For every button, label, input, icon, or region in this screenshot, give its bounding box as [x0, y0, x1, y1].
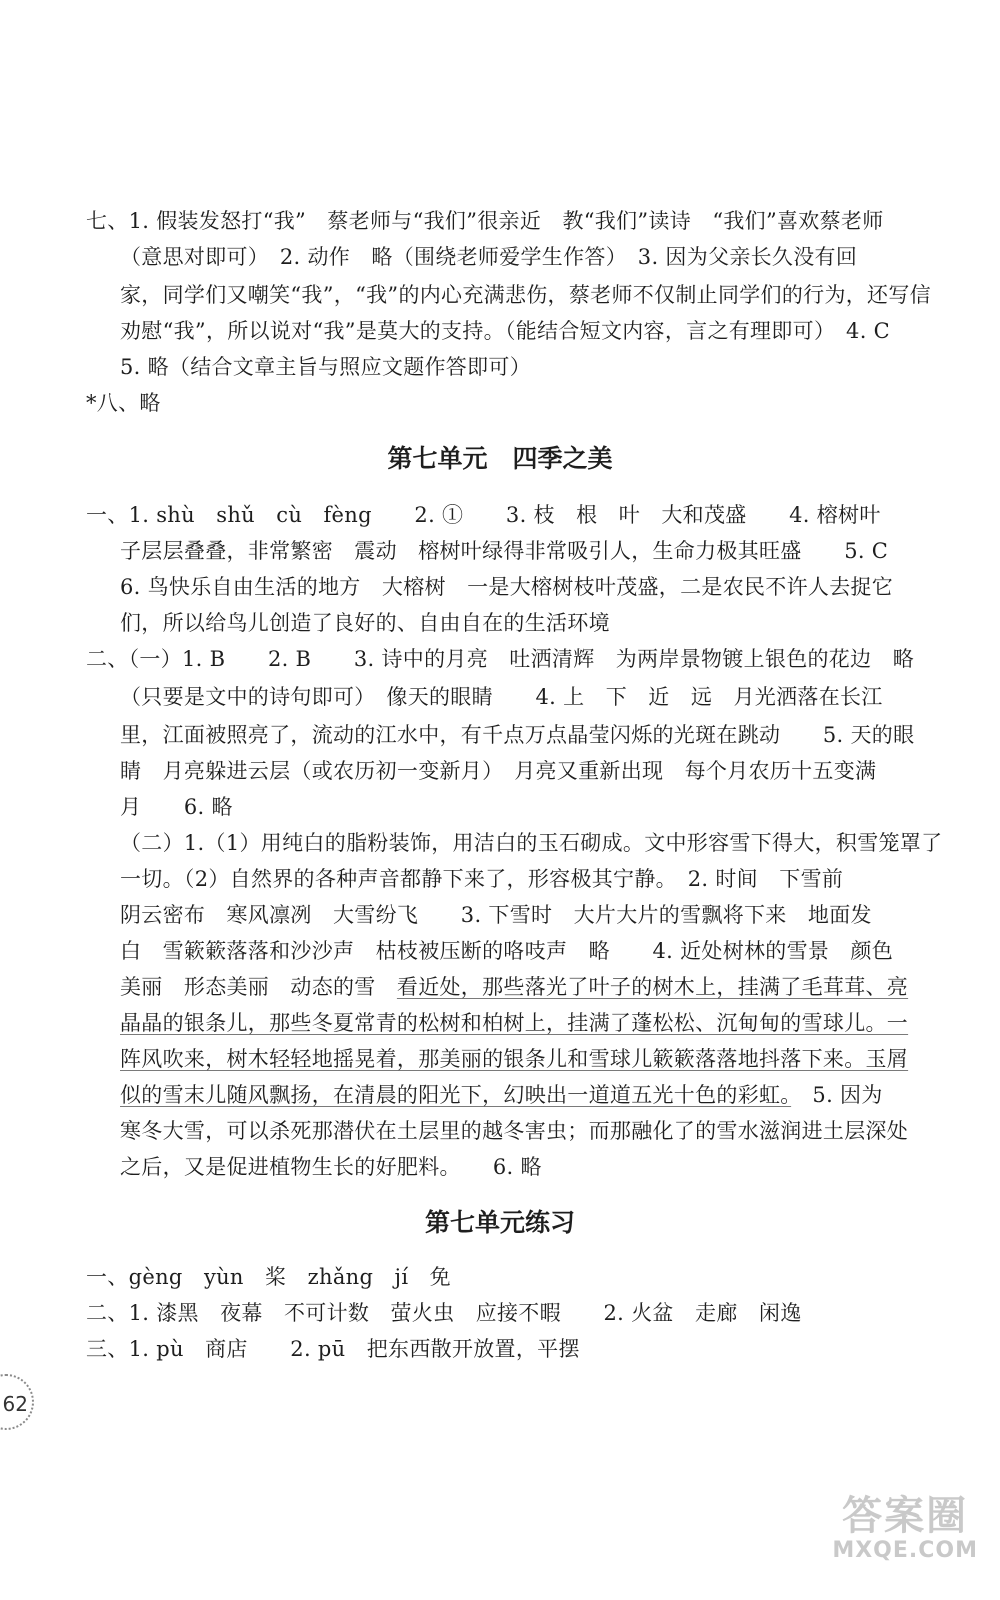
- unit7-s2b-line-4: 白 雪簌簌落落和沙沙声 枯枝被压断的咯吱声 略 4. 近处树林的雪景 颜色: [120, 939, 894, 963]
- unit7-s1-line-3: 6. 鸟快乐自由生活的地方 大榕树 一是大榕树枝叶茂盛，二是农民不许人去捉它: [120, 575, 894, 599]
- q8-answer-line: *八、略: [86, 391, 161, 415]
- unit7-s2-line-1: 二、（一）1. B 2. B 3. 诗中的月亮 吐洒清辉 为两岸景物镀上银色的花边 略: [86, 647, 914, 671]
- unit7-heading: 第七单元 四季之美: [387, 444, 613, 473]
- unit7-s2b-line-8-text: 5. 因为: [791, 1083, 883, 1107]
- practice-line-2: 二、1. 漆黑 夜幕 不可计数 萤火虫 应接不暇 2. 火盆 走廊 闲逸: [86, 1301, 802, 1325]
- q7-answer-line-2: （意思对即可） 2. 动作 略（围绕老师爱学生作答） 3. 因为父亲长久没有回: [120, 245, 858, 269]
- unit7-s2b-line-6: [120, 1008, 1000, 1038]
- unit7-s2-line-3: 里，江面被照亮了，流动的江水中，有千点万点晶莹闪烁的光斑在跳动 5. 天的眼: [120, 723, 915, 747]
- unit7-s2b-line-2: 一切。（2）自然界的各种声音都静下来了，形容极其宁静。 2. 时间 下雪前: [120, 867, 844, 891]
- unit7-s1-line-1: 一、1. shù shǔ cù fèng 2. ① 3. 枝 根 叶 大和茂盛 4. 榕树叶: [86, 503, 881, 527]
- unit7-s2-line-5: 月 6. 略: [120, 795, 233, 819]
- underlined-passage-part-1: 看近处，那些落光了叶子的树木上，挂满了毛茸茸、亮: [396, 975, 909, 999]
- q7-answer-line-4: 劝慰“我”，所以说对“我”是莫大的支持。（能结合短文内容，言之有理即可） 4. C: [120, 319, 891, 343]
- q7-answer-line-3: 家，同学们又嘲笑“我”，“我”的内心充满悲伤，蔡老师不仅制止同学们的行为，还写信: [120, 283, 931, 307]
- underlined-passage-part-4: 似的雪末儿随风飘扬，在清晨的阳光下，幻映出一道道五光十色的彩虹。: [120, 1083, 792, 1107]
- unit7-s2-line-4: 睛 月亮躲进云层（或农历初一变新月） 月亮又重新出现 每个月农历十五变满: [120, 759, 877, 783]
- q7-answer-line-1: 七、1. 假装发怒打“我” 蔡老师与“我们”很亲近 教“我们”读诗 “我们”喜欢蔡老师: [86, 209, 884, 233]
- unit7-s2-line-2: （只要是文中的诗句即可） 像天的眼睛 4. 上 下 近 远 月光洒落在长江: [120, 685, 883, 709]
- unit7-s2b-line-9: 寒冬大雪，可以杀死那潜伏在土层里的越冬害虫；而那融化了的雪水滋润进土层深处: [120, 1119, 909, 1143]
- practice-line-3: 三、1. pù 商店 2. pū 把东西散开放置，平摆: [86, 1337, 580, 1361]
- site-watermark: [832, 1493, 978, 1563]
- watermark-logo-text: 答案圈: [842, 1493, 969, 1539]
- underlined-passage-part-2: 晶晶的银条儿，那些冬夏常青的松树和柏树上，挂满了蓬松松、沉甸甸的雪球儿。一: [120, 1011, 909, 1035]
- underlined-passage-part-3: 阵风吹来，树木轻轻地摇晃着，那美丽的银条儿和雪球儿簌簌落落地抖落下来。玉屑: [120, 1047, 909, 1071]
- unit7-s2b-line-5-text: 美丽 形态美丽 动态的雪: [120, 975, 397, 999]
- unit7-s1-line-4: 们，所以给鸟儿创造了良好的、自由自在的生活环境: [120, 611, 610, 635]
- unit7-s2b-line-10: 之后，又是促进植物生长的好肥料。 6. 略: [120, 1155, 542, 1179]
- page-number: 62: [0, 1374, 34, 1430]
- watermark-url: MXQE.COM: [832, 1538, 978, 1563]
- practice-line-1: 一、gèng yùn 桨 zhǎng jí 免: [86, 1265, 451, 1289]
- unit7-s2b-line-7: [120, 1044, 1000, 1074]
- unit7-s2b-line-1: （二）1.（1）用纯白的脂粉装饰，用洁白的玉石砌成。文中形容雪下得大，积雪笼罩了: [120, 831, 943, 855]
- unit7-practice-heading: 第七单元练习: [424, 1208, 575, 1237]
- unit7-s2b-line-5: [120, 972, 1000, 1002]
- unit7-s1-line-2: 子层层叠叠，非常繁密 震动 榕树叶绿得非常吸引人，生命力极其旺盛 5. C: [120, 539, 889, 563]
- unit7-s2b-line-8: [120, 1080, 1000, 1110]
- unit7-s2b-line-3: 阴云密布 寒风凛冽 大雪纷飞 3. 下雪时 大片大片的雪飘将下来 地面发: [120, 903, 872, 927]
- q7-answer-line-5: 5. 略（结合文章主旨与照应文题作答即可）: [120, 355, 532, 379]
